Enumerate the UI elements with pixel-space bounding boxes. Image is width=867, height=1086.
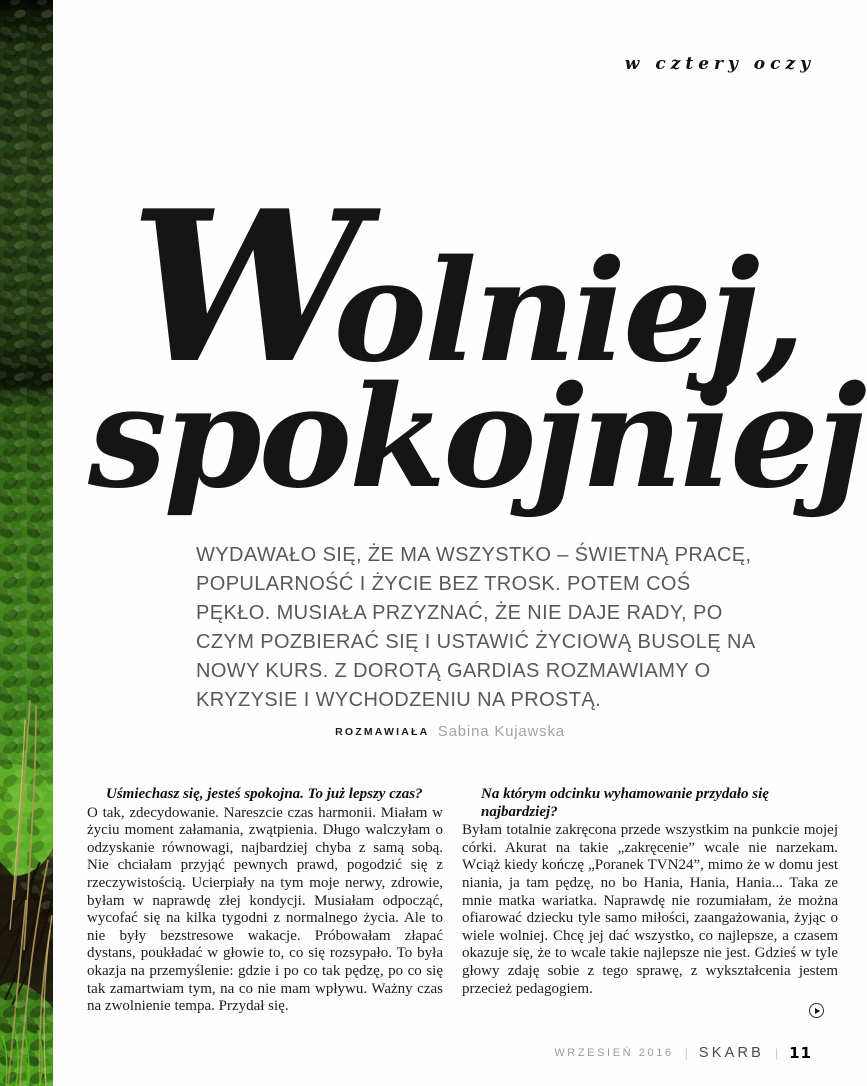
garden-foliage-photo: [0, 0, 53, 1086]
body-column-right: [462, 786, 838, 1016]
title-drop-initial: W: [130, 166, 360, 410]
title-line1-rest: olniej,: [333, 230, 803, 394]
interview-question: Na którym odcinku wyhamowanie przydało się najbardziej?: [481, 786, 769, 820]
byline-author-name: Sabina Kujawska: [437, 723, 565, 740]
footer-separator: |: [684, 1046, 688, 1060]
article-body: [87, 786, 838, 1016]
page-footer: [554, 1044, 812, 1062]
continuation-play-circle-icon: [809, 1003, 824, 1018]
interview-answer: O tak, zdecydowanie. Nareszcie czas harmonii. Miałam w życiu moment załamania, zwątpienia. Długo walczyłam o odzyskanie równowagi, najbardziej chyba z samą sobą. Nie chciałam przyjąć pewnych prawd, pogodzić się z rzeczywistością. Ucierpiały na tym moje nerwy, zdrowie, byłam w naprawdę złej kondycji. Musiałam odpocząć, wycofać się na kilka tygodni z normalnego życia. Ale to nie były bezstresowe wakacje. Próbowałam złapać dystans, poukładać w głowie to, co się rozsypało. To była okazja na przemyślenie: gdzie i po co tak pędzę, po co się tak zamartwiam tym, na co nie mam wpływu. Ważny czas na zwolnienie tempa. Przydał się.: [87, 804, 443, 1015]
article-lede: WYDAWAŁO SIĘ, ŻE MA WSZYSTKO – ŚWIETNĄ PRACĘ, POPULARNOŚĆ I ŻYCIE BEZ TROSK. POTEM COŚ PĘKŁO. MUSIAŁA PRZYZNAĆ, ŻE NIE DAJE RADY, PO CZYM POZBIERAĆ SIĘ I USTAWIĆ ŻYCIOWĄ BUSOLĘ NA NOWY KURS. Z DOROTĄ GARDIAS ROZMAWIAMY O KRYZYSIE I WYCHODZENIU NA PROSTĄ.: [196, 544, 755, 711]
interview-answer: Byłam totalnie zakręcona przede wszystkim na punkcie mojej córki. Akurat na takie „zakręcenie” wcale nie narzekam. Wciąż kiedy kończę „Poranek TVN24”, mimo że w domu jest niania, ja tam pędzę, no bo Hania, Hania, Hania... Taka ze mnie matka wariatka. Naprawdę nie rozumiałam, że można ofiarować dziecku tyle samo miłości, zaangażowania, żyjąc o wiele wolniej. Chcę jej dać wszystko, co najlepsze, a czasem okazuje się, że to wcale takie najlepsze nie jest. Gdzieś w tyle głowy zdaję sobie z tego sprawę, z wykształcenia jestem przecież pedagogiem.: [462, 822, 838, 997]
byline: [85, 723, 815, 741]
foliage-illustration: [0, 0, 53, 1086]
article-title-line2: spokojniej: [88, 356, 864, 520]
section-kicker: w cztery oczy: [624, 54, 815, 74]
footer-issue-date: WRZESIEŃ 2016: [554, 1047, 674, 1059]
footer-magazine-name: SKARB: [698, 1045, 764, 1061]
interview-question: Uśmiechasz się, jesteś spokojna. To już lepszy czas?: [106, 786, 423, 802]
footer-page-number: 11: [789, 1044, 812, 1062]
body-column-left: [87, 786, 443, 1016]
byline-role-label: ROZMAWIAŁA: [335, 726, 430, 738]
footer-separator: |: [775, 1046, 779, 1060]
play-triangle-icon: [815, 1008, 820, 1014]
